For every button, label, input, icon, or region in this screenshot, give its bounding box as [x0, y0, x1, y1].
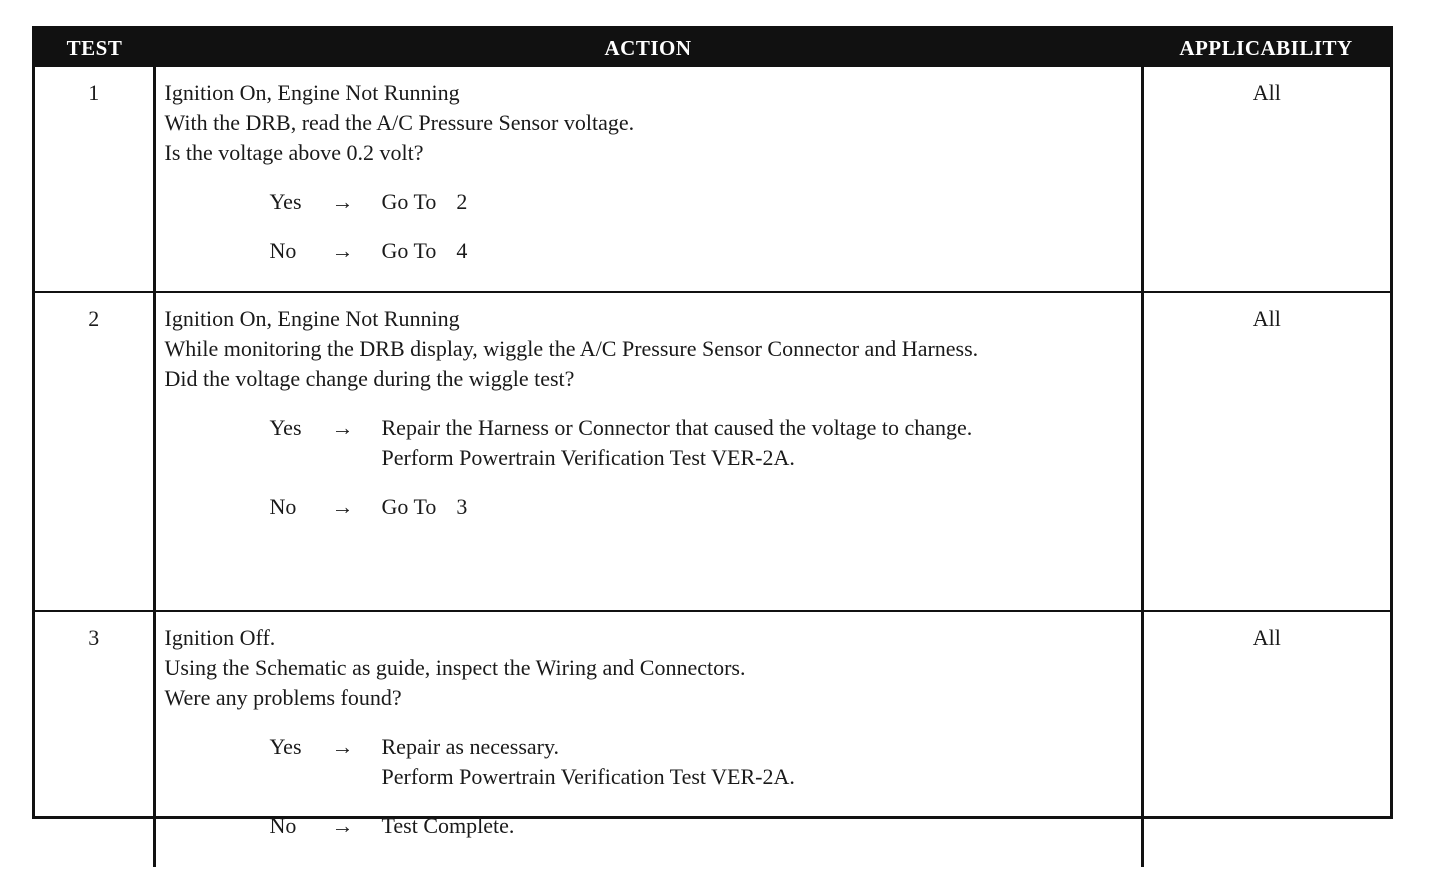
arrow-right-icon: →: [331, 813, 354, 838]
outcome-no: [165, 236, 1132, 266]
goto-number: 3: [456, 494, 468, 519]
header-applicability: APPLICABILITY: [1142, 29, 1390, 67]
diagnostic-test-table-frame: [32, 26, 1393, 838]
action-line: Using the Schematic as guide, inspect the Wiring and Connectors.: [164, 655, 746, 680]
answer-label: No: [269, 813, 297, 838]
arrow-right-icon: →: [331, 734, 354, 759]
action-line: Ignition Off.: [164, 625, 276, 650]
answer-label: Yes: [269, 734, 302, 759]
result: [382, 732, 1132, 792]
result: [382, 187, 1132, 217]
action-line: Did the voltage change during the wiggle test?: [164, 366, 575, 391]
test-number: 3: [35, 611, 154, 867]
outcome-yes: [165, 187, 1132, 217]
goto-number: 4: [456, 238, 468, 263]
table-header-row: [35, 29, 1390, 67]
header-action: ACTION: [154, 29, 1142, 67]
table-row: [35, 292, 1390, 611]
outcome-no: [165, 811, 1132, 841]
result: [382, 236, 1132, 266]
action-line: Were any problems found?: [164, 685, 402, 710]
action-line: While monitoring the DRB display, wiggle the A/C Pressure Sensor Connector and Harness.: [164, 336, 979, 361]
goto-number: 2: [456, 189, 468, 214]
table-row: [35, 67, 1390, 292]
applicability-value: All: [1142, 67, 1390, 292]
answer-label: No: [269, 238, 297, 263]
answer-label: No: [269, 494, 297, 519]
goto-label: Go To: [381, 238, 437, 263]
action-cell: [154, 611, 1142, 867]
applicability-value: All: [1142, 292, 1390, 611]
result-line: Perform Powertrain Verification Test VER-2A.: [381, 445, 795, 470]
action-cell: [154, 67, 1142, 292]
action-line: Ignition On, Engine Not Running: [164, 306, 460, 331]
answer-label: Yes: [269, 189, 302, 214]
goto-label: Go To: [381, 189, 437, 214]
goto-label: Go To: [381, 494, 437, 519]
result-line: Perform Powertrain Verification Test VER-2A.: [381, 764, 795, 789]
table-row: [35, 611, 1390, 867]
test-number: 1: [35, 67, 154, 292]
test-number: 2: [35, 292, 154, 611]
applicability-value: All: [1142, 611, 1390, 867]
arrow-right-icon: →: [331, 189, 354, 214]
outcome-yes: [165, 732, 1132, 792]
result: [382, 492, 1132, 522]
arrow-right-icon: →: [331, 238, 354, 263]
arrow-right-icon: →: [331, 494, 354, 519]
answer-label: Yes: [269, 415, 302, 440]
result-line: Test Complete.: [381, 813, 515, 838]
action-cell: [154, 292, 1142, 611]
outcome-no: [165, 492, 1132, 522]
result-line: Repair the Harness or Connector that caused the voltage to change.: [381, 415, 973, 440]
result: [382, 413, 1132, 473]
diagnostic-test-table: [35, 29, 1390, 867]
action-line: Is the voltage above 0.2 volt?: [164, 140, 424, 165]
arrow-right-icon: →: [331, 415, 354, 440]
header-test: TEST: [35, 29, 154, 67]
result: [382, 811, 1132, 841]
action-line: Ignition On, Engine Not Running: [164, 80, 460, 105]
action-line: With the DRB, read the A/C Pressure Sensor voltage.: [164, 110, 635, 135]
outcome-yes: [165, 413, 1132, 473]
result-line: Repair as necessary.: [381, 734, 560, 759]
